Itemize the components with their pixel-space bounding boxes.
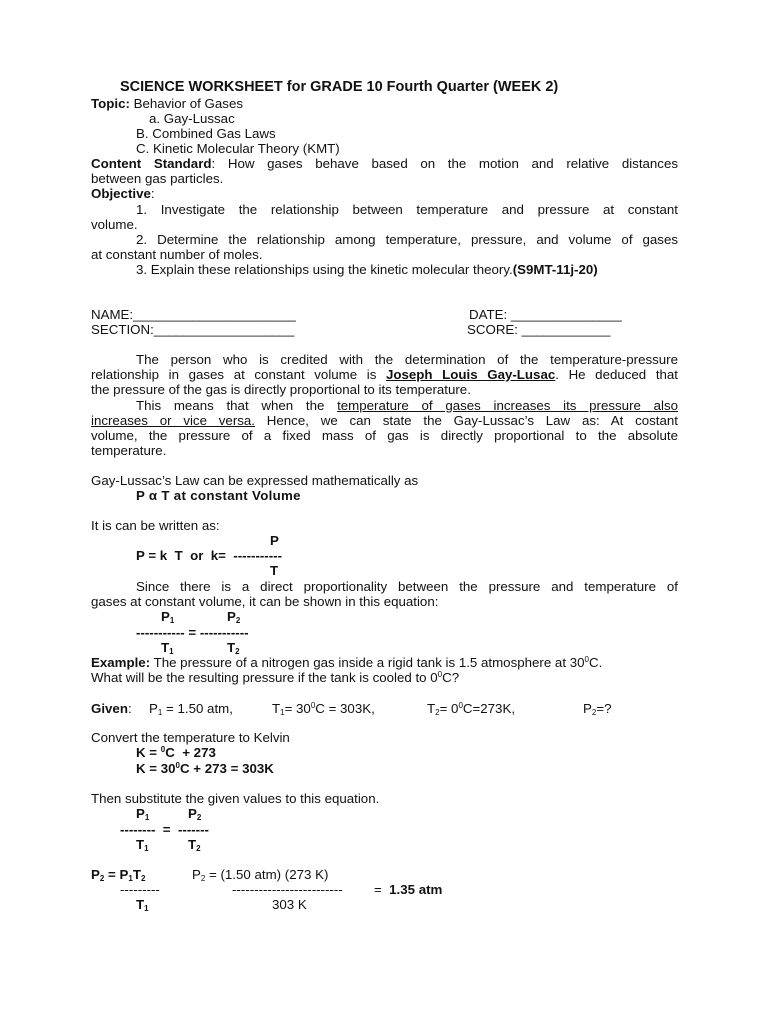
answer-value: 1.35 atm: [389, 882, 443, 897]
topic-item-b: B. Combined Gas Laws: [136, 126, 276, 141]
given-p2: $P_2=$?: [583, 701, 612, 717]
para2-line3: volume, the pressure of a fixed mass of gas is directly proportional to the absolute: [91, 428, 678, 443]
para1-text-b: . He deduced that: [555, 367, 678, 382]
written-equation: P = k T or k= -----------: [136, 548, 283, 563]
objective-1-line1: 1. Investigate the relationship between temperature and pressure at constant: [136, 202, 678, 217]
since-line2: gases at constant volume, it can be shown in this equation:: [91, 594, 439, 609]
topic-label: Topic:: [91, 96, 130, 111]
sub-p2: $P_2$: [188, 806, 202, 822]
scientist-name: Joseph Louis Gay-Lusac: [386, 367, 556, 382]
page-title: SCIENCE WORKSHEET for GRADE 10 Fourth Quarter (WEEK 2): [120, 79, 559, 95]
sub-t2: $T_2$: [188, 837, 201, 853]
example-line2: What will be the resulting pressure if the tank is cooled to $0^0C$?: [91, 670, 460, 685]
final-den-t1: $T_1$: [136, 897, 149, 913]
example-line1: Example: The pressure of a nitrogen gas inside a rigid tank is 1.5 atmosphere at $30^0C$.: [91, 655, 603, 670]
content-standard-label: Content Standard: [91, 156, 212, 171]
date-field[interactable]: DATE: _______________: [469, 307, 622, 322]
final-answer: = 1.35 atm: [374, 882, 443, 897]
content-standard-line2: between gas particles.: [91, 171, 224, 186]
objective-3: [136, 262, 598, 277]
para2-text-a: This means that when the: [136, 398, 338, 413]
written-numerator: P: [270, 533, 279, 548]
objective-colon: :: [150, 186, 155, 201]
para2-text-b: Hence, we can state the Gay-Lussac’s Law as: At costant: [254, 413, 678, 428]
para1-text-a: relationship in gases at constant volume is: [91, 367, 386, 382]
eq1-t2: $T_2$: [227, 640, 240, 656]
sub-t1: $T_1$: [136, 837, 149, 853]
written-denominator: T: [270, 563, 279, 578]
given-label: Given:: [91, 701, 132, 716]
objective-2-line1: 2. Determine the relationship among temperature, pressure, and volume of gases: [136, 232, 678, 247]
section-field[interactable]: SECTION:___________________: [91, 322, 295, 337]
law-intro: Gay-Lussac’s Law can be expressed mathematically as: [91, 473, 419, 488]
final-bar1: ---------: [120, 882, 160, 897]
eq1-bar: ----------- = -----------: [136, 625, 249, 640]
objective-heading: [91, 186, 155, 201]
para1-line2: [91, 367, 678, 382]
para2-line4: temperature.: [91, 443, 167, 458]
score-field[interactable]: SCORE: ____________: [467, 322, 611, 337]
since-line1: Since there is a direct proportionality between the pressure and temperature of: [136, 579, 678, 594]
convert-line2: $K = 30^0C + 273 = 303K$: [136, 761, 274, 776]
para1-line3: the pressure of the gas is directly proportional to its temperature.: [91, 382, 471, 397]
objective-label: Objective: [91, 186, 151, 201]
final-den-k: 303 K: [272, 897, 307, 912]
sub-bar: -------- = -------: [120, 822, 209, 837]
competency-code: (S9MT-11j-20): [512, 262, 598, 277]
given-p1: $P_1 = 1.50$ atm,: [149, 701, 233, 717]
convert-intro: Convert the temperature to Kelvin: [91, 730, 290, 745]
given-t1: $T_1= 30^0C = 303K$,: [272, 701, 375, 717]
para2-underlined-b: increases or vice versa.: [91, 413, 255, 428]
objective-3-text: 3. Explain these relationships using the kinetic molecular theory.: [136, 262, 513, 277]
example-label: Example:: [91, 655, 151, 670]
objective-1-line2: volume.: [91, 217, 138, 232]
para2-underlined-a: temperature of gases increases its pressure also: [337, 398, 679, 413]
content-standard-line1: [91, 156, 678, 171]
name-field[interactable]: NAME:______________________: [91, 307, 296, 322]
para2-line1: [136, 398, 678, 413]
topic-value: Behavior of Gases: [129, 96, 243, 111]
final-lhs: $P_2 = P_1T_2$: [91, 867, 146, 883]
para1-line1: The person who is credited with the determination of the temperature-pressure: [136, 352, 678, 367]
written-intro: It is can be written as:: [91, 518, 220, 533]
objective-2-line2: at constant number of moles.: [91, 247, 263, 262]
eq1-p2: $P_2$: [227, 609, 241, 625]
substitute-intro: Then substitute the given values to this equation.: [91, 791, 380, 806]
final-bar2: -------------------------: [232, 882, 343, 897]
final-rhs: $P_2 = (1.50$ atm) (273 K): [192, 867, 329, 883]
eq1-t1: $T_1$: [161, 640, 174, 656]
para2-line2: [91, 413, 678, 428]
topic-item-a: a. Gay-Lussac: [149, 111, 235, 126]
content-standard-text: : How gases behave based on the motion and relative distances: [211, 156, 678, 171]
topic-item-c: C. Kinetic Molecular Theory (KMT): [136, 141, 340, 156]
eq1-p1: $P_1$: [161, 609, 175, 625]
given-t2: $T_2= 0^0C=273K$,: [427, 701, 516, 717]
sub-p1: $P_1$: [136, 806, 150, 822]
convert-line1: K = $^0$C + 273: [136, 745, 216, 760]
topic-line: [91, 96, 243, 111]
law-expression: P α T at constant Volume: [136, 488, 301, 503]
